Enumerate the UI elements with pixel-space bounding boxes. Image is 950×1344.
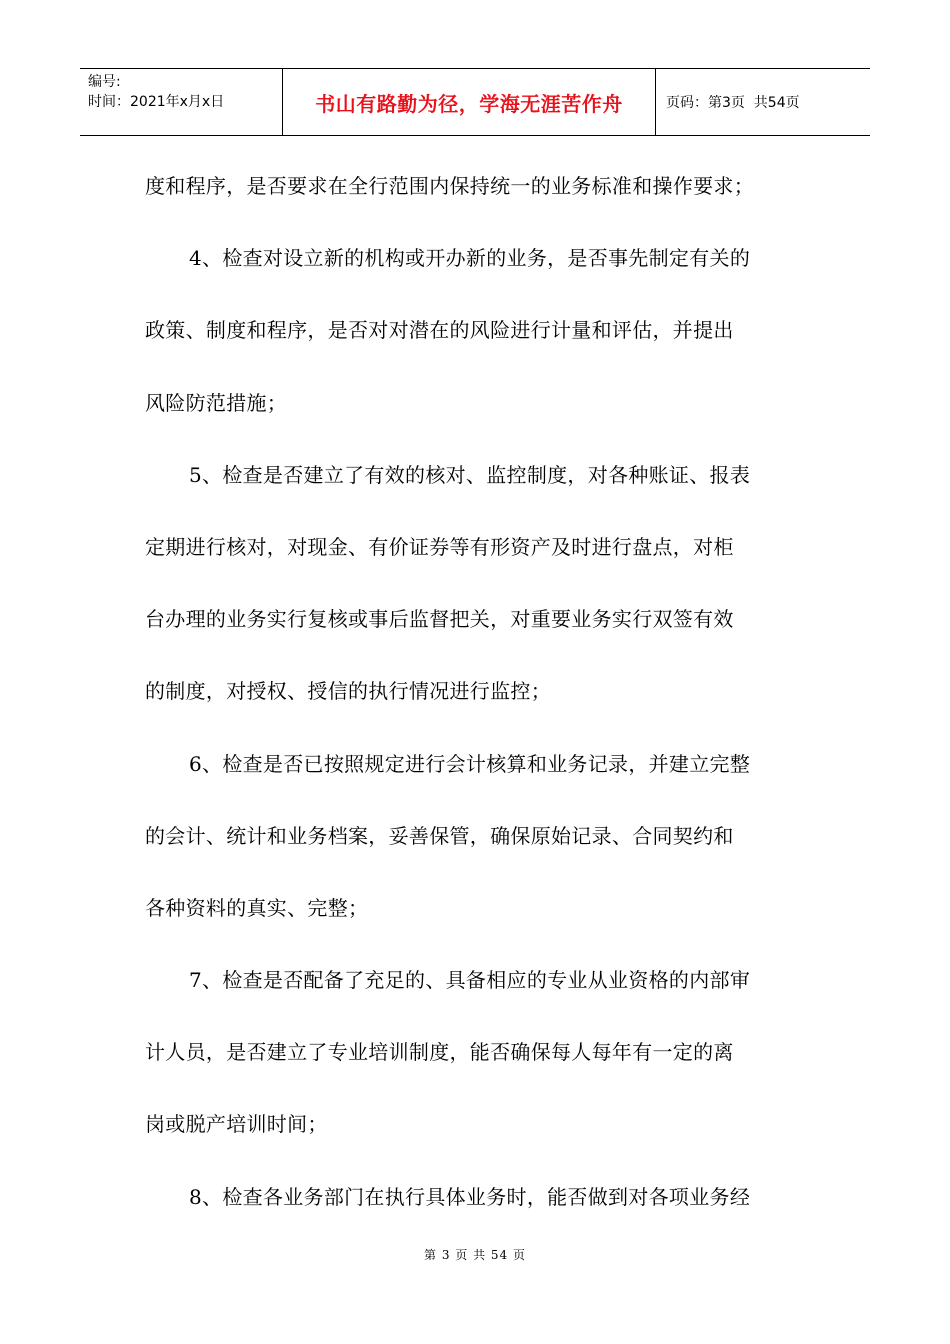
body-line: 风险防范措施； [145, 390, 288, 415]
header-motto: 书山有路勤为径，学海无涯苦作舟 [282, 69, 656, 135]
page-info-text: 页码：第3页 共54页 [666, 95, 800, 111]
header-page-info [656, 69, 870, 135]
document-body [145, 150, 807, 1233]
body-line: 各种资料的真实、完整； [145, 895, 369, 920]
body-line: 岗或脱产培训时间； [145, 1112, 328, 1137]
body-line: 的制度，对授权、授信的执行情况进行监控； [145, 679, 551, 704]
body-line: 7、检查是否配备了充足的、具备相应的专业从业资格的内部审 [189, 968, 751, 993]
body-line: 台办理的业务实行复核或事后监督把关，对重要业务实行双签有效 [145, 607, 734, 632]
body-line: 6、检查是否已按照规定进行会计核算和业务记录，并建立完整 [189, 751, 751, 776]
body-line: 8、检查各业务部门在执行具体业务时，能否做到对各项业务经 [189, 1184, 751, 1209]
body-line: 的会计、统计和业务档案，妥善保管，确保原始记录、合同契约和 [145, 823, 734, 848]
body-line: 计人员，是否建立了专业培训制度，能否确保每人每年有一定的离 [145, 1040, 734, 1065]
body-line: 5、检查是否建立了有效的核对、监控制度，对各种账证、报表 [189, 462, 751, 487]
body-line: 4、检查对设立新的机构或开办新的业务，是否事先制定有关的 [189, 246, 751, 271]
time-label: 时间：2021年x月x日 [88, 94, 225, 110]
body-line: 政策、制度和程序，是否对对潜在的风险进行计量和评估，并提出 [145, 318, 734, 343]
page-footer: 第 3 页 共 54 页 [424, 1248, 526, 1262]
page-header [80, 68, 870, 136]
header-meta [80, 69, 282, 135]
number-label: 编号: [88, 74, 121, 90]
body-line: 定期进行核对，对现金、有价证券等有形资产及时进行盘点，对柜 [145, 534, 734, 559]
body-line: 度和程序，是否要求在全行范围内保持统一的业务标准和操作要求； [145, 174, 754, 198]
